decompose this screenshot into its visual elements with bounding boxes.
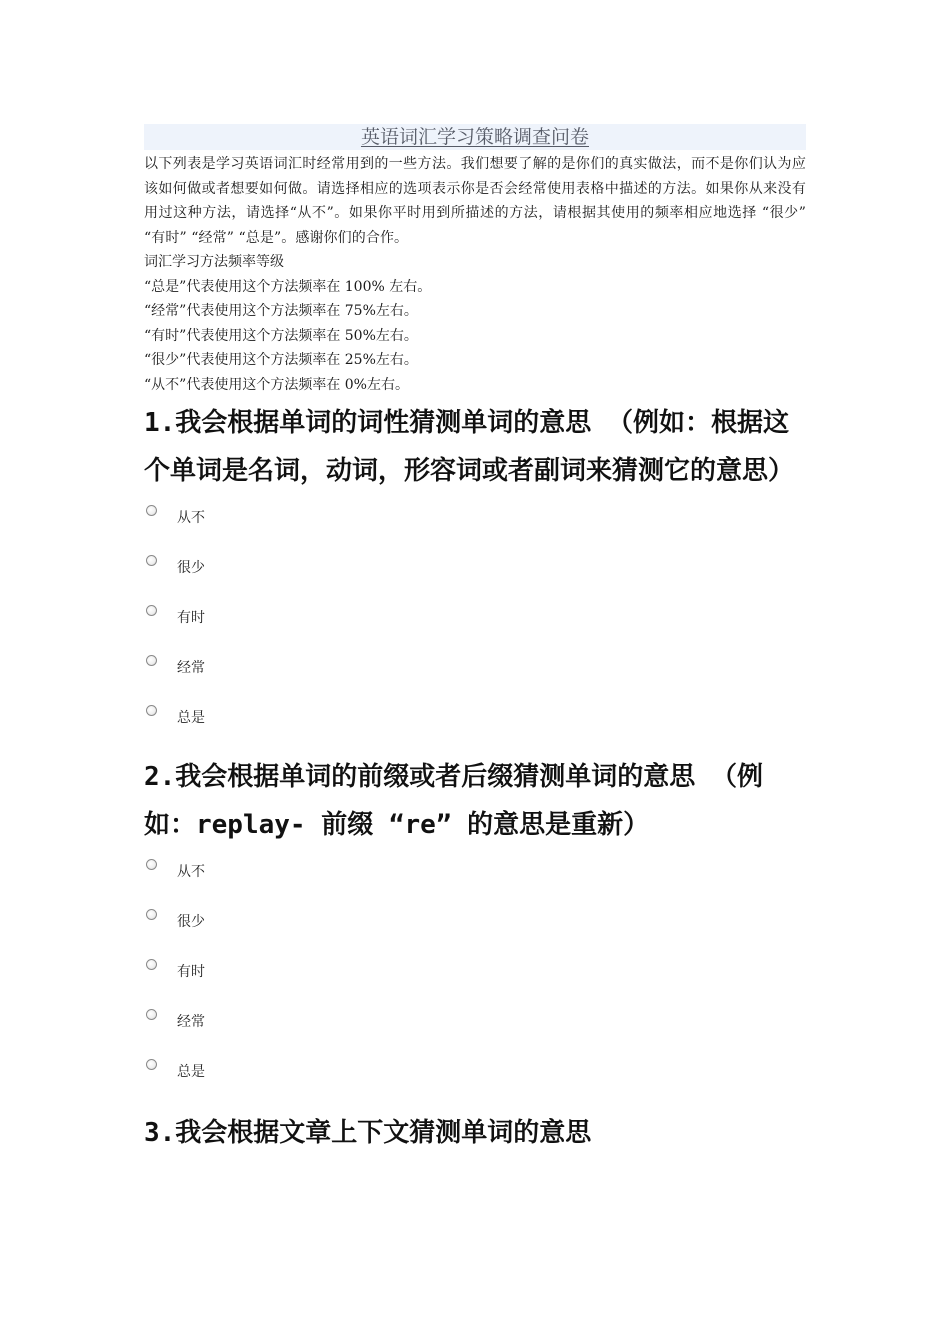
question-2-text: 2.我会根据单词的前缀或者后缀猜测单词的意思 （例如：replay- 前缀 “re” 的意思是重新） — [144, 762, 763, 840]
intro-paragraph: 以下列表是学习英语词汇时经常用到的一些方法。我们想要了解的是你们的真实做法，而不是你们认为应该如何做或者想要如何做。请选择相应的选项表示你是否会经常使用表格中描述的方法。如果你从来没有用过这种方法，请选择“从不”。如果你平时用到所描述的方法，请根据其使用的频率相应地选择 “很少” “有时” “经常” “总是”。感谢你们的合作。 — [144, 156, 806, 246]
option-label: 有时 — [177, 964, 205, 980]
question-2-options — [144, 849, 806, 1099]
option-label: 有时 — [177, 610, 205, 626]
radio-button[interactable] — [146, 959, 157, 970]
scale-item-rarely: “很少”代表使用这个方法频率在 25%左右。 — [144, 352, 418, 368]
scale-heading: 词汇学习方法频率等级 — [144, 254, 284, 270]
question-2-option-never[interactable] — [144, 849, 806, 899]
question-2-option-always[interactable] — [144, 1049, 806, 1099]
survey-page — [144, 124, 806, 1157]
scale-item-sometimes: “有时”代表使用这个方法频率在 50%左右。 — [144, 327, 418, 344]
option-label: 经常 — [177, 660, 205, 676]
survey-title: 英语词汇学习策略调查问卷 — [360, 126, 589, 148]
radio-button[interactable] — [146, 555, 157, 566]
question-2-option-rarely[interactable] — [144, 899, 806, 949]
question-1-text: 1.我会根据单词的词性猜测单词的意思 （例如：根据这个单词是名词，动词，形容词或者副词来猜测它的意思） — [144, 408, 795, 486]
question-1-options — [144, 495, 806, 745]
radio-button[interactable] — [146, 655, 157, 666]
title-bar — [144, 124, 806, 150]
option-label: 从不 — [177, 510, 205, 526]
radio-button[interactable] — [146, 859, 157, 870]
question-3-text: 3.我会根据文章上下文猜测单词的意思 — [144, 1118, 592, 1148]
option-label: 很少 — [177, 560, 205, 576]
radio-button[interactable] — [146, 909, 157, 920]
question-1-option-never[interactable] — [144, 495, 806, 545]
question-1-option-always[interactable] — [144, 695, 806, 745]
option-label: 总是 — [177, 1064, 205, 1080]
scale-item-never: “从不”代表使用这个方法频率在 0%左右。 — [144, 376, 409, 393]
scale-item-always: “总是”代表使用这个方法频率在 100% 左右。 — [144, 278, 432, 295]
radio-button[interactable] — [146, 1059, 157, 1070]
option-label: 从不 — [177, 864, 205, 880]
question-2-option-sometimes[interactable] — [144, 949, 806, 999]
question-1-option-rarely[interactable] — [144, 545, 806, 595]
question-2-option-often[interactable] — [144, 999, 806, 1049]
radio-button[interactable] — [146, 705, 157, 716]
radio-button[interactable] — [146, 605, 157, 616]
radio-button[interactable] — [146, 1009, 157, 1020]
option-label: 很少 — [177, 914, 205, 930]
scale-item-often: “经常”代表使用这个方法频率在 75%左右。 — [144, 303, 418, 319]
question-1-option-sometimes[interactable] — [144, 595, 806, 645]
option-label: 经常 — [177, 1014, 205, 1030]
option-label: 总是 — [177, 710, 205, 726]
radio-button[interactable] — [146, 505, 157, 516]
question-1-option-often[interactable] — [144, 645, 806, 695]
